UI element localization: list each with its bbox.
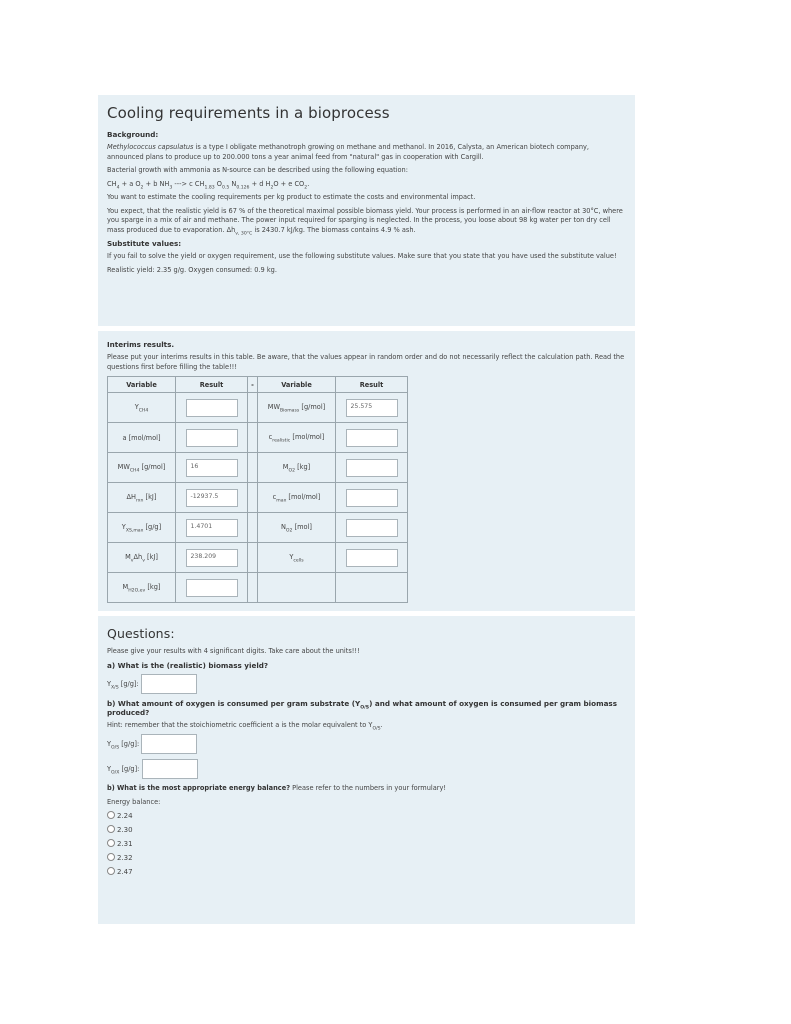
cmax-input[interactable]	[346, 489, 398, 507]
c-realistic-input[interactable]	[346, 429, 398, 447]
table-row	[108, 393, 408, 423]
var-a: a [mol/mol]	[108, 423, 176, 453]
yos-answer-input[interactable]	[141, 734, 197, 754]
dh-rxn-input[interactable]: -12937.5	[186, 489, 238, 507]
interims-panel	[98, 331, 635, 611]
question-b: b) What amount of oxygen is consumed per gram substrate $(Y_{O/S})$ and what amount of oxygen is consumed per gram biomass produced?	[107, 698, 617, 717]
header-separator: -	[248, 377, 258, 393]
yos-line: $Y_{O/S}$ [g/g]:	[107, 734, 626, 754]
var-mw-biomass: $MW_{Biomass}$ [g/mol]	[258, 393, 336, 423]
var-mw-ch4: $MW_{CH4}$ [g/mol]	[108, 453, 176, 483]
energy-label: Energy balance:	[107, 797, 161, 806]
background-panel	[98, 95, 635, 326]
radio-icon	[107, 853, 115, 861]
table-header-row	[108, 377, 408, 393]
mo2-input[interactable]	[346, 459, 398, 477]
var-dh-rxn: $\Delta H_{rxn}$ [kJ]	[108, 483, 176, 513]
no2-input[interactable]	[346, 519, 398, 537]
mw-biomass-input[interactable]: 25.575	[346, 399, 398, 417]
interims-paragraph: Please put your interims results in this table. Be aware, that the values appear in random order and do not necessarily reflect the calculation path. Read the questions first before filling the table!!!	[107, 353, 625, 371]
var-cmax: $c_{max}$ [mol/mol]	[258, 483, 336, 513]
radio-icon	[107, 839, 115, 847]
table-row	[108, 513, 408, 543]
questions-title: Questions:	[107, 626, 175, 641]
mv-dhv-input[interactable]: 238.209	[186, 549, 238, 567]
substitute-paragraph: If you fail to solve the yield or oxygen requirement, use the following substitute values. Make sure that you state that you have used the substitute value!	[107, 252, 617, 260]
expect-paragraph: You expect, that the realistic yield is 67 % of the theoretical maximal possible biomass yield. Your process is performed in an air-flow reactor at 30°C, where you sparge in a mix of air and methane. The power input required for sparging is neglected. In the process, you loose about 98 kg water per ton dry cell mass produced due to evaporation. $\Delta h_{v, 30^\circ C}$ is 2430.7 kJ/kg. The biomass contains 4.9 % ash.	[107, 206, 623, 236]
option-5[interactable]: 2.47	[107, 867, 626, 876]
ych4-input[interactable]	[186, 399, 238, 417]
a-input[interactable]	[186, 429, 238, 447]
table-row	[108, 453, 408, 483]
yox-answer-input[interactable]	[142, 759, 198, 779]
option-1[interactable]: 2.24	[107, 811, 626, 820]
page-title: Cooling requirements in a bioprocess	[107, 104, 390, 122]
yxs-max-input[interactable]: 1.4701	[186, 519, 238, 537]
var-mo2: $M_{O2}$ [kg]	[258, 453, 336, 483]
var-ych4: $Y_{CH4}$	[108, 393, 176, 423]
header-variable-2: Variable	[258, 377, 336, 393]
realistic-paragraph: Realistic yield: 2.35 g/g. Oxygen consumed: 0.9 kg.	[107, 265, 277, 274]
header-result-2: Result	[336, 377, 408, 393]
interims-table	[107, 376, 408, 603]
var-no2: $N_{O2}$ [mol]	[258, 513, 336, 543]
table-row	[108, 423, 408, 453]
estimate-paragraph: You want to estimate the cooling requirements per kg product to estimate the costs and environmental impact.	[107, 193, 476, 201]
var-yxs-max: $Y_{XS,max}$ [g/g]	[108, 513, 176, 543]
table-row	[108, 573, 408, 603]
header-result-1: Result	[176, 377, 248, 393]
option-4[interactable]: 2.32	[107, 853, 626, 862]
substitute-heading: Substitute values:	[107, 239, 182, 248]
growth-paragraph: Bacterial growth with ammonia as N-source can be described using the following equation:	[107, 166, 408, 174]
table-row	[108, 543, 408, 573]
radio-icon	[107, 811, 115, 819]
option-2[interactable]: 2.30	[107, 825, 626, 834]
var-mh2o-evap: $M_{H2O,ev}$ [kg]	[108, 573, 176, 603]
interims-heading: Interims results.	[107, 340, 175, 349]
questions-panel	[98, 616, 635, 924]
table-row	[108, 483, 408, 513]
questions-intro: Please give your results with 4 significant digits. Take care about the units!!!	[107, 647, 360, 655]
radio-icon	[107, 867, 115, 875]
header-variable-1: Variable	[108, 377, 176, 393]
mw-ch4-input[interactable]: 16	[186, 459, 238, 477]
radio-icon	[107, 825, 115, 833]
var-c-realistic: $c_{realistic}$ [mol/mol]	[258, 423, 336, 453]
organism-name: Methylococcus capsulatus	[107, 143, 194, 151]
yxs-line: $Y_{X/S}$ [g/g]:	[107, 674, 626, 694]
mh2o-input[interactable]	[186, 579, 238, 597]
ycells-input[interactable]	[346, 549, 398, 567]
hint-text: Hint: remember that the stoichiometric coefficient a is the molar equivalent to $Y_{O/S}$.	[107, 720, 383, 732]
var-ycells: $Y_{cells}$	[258, 543, 336, 573]
yox-line: $Y_{O/X}$ [g/g]:	[107, 759, 626, 779]
yxs-answer-input[interactable]	[141, 674, 197, 694]
reaction-equation: $CH_4 + a$ $O_2 + b$ $NH_3$ ---> c $CH_{1.83}$ $O_{0.5}$ $N_{0.126} + d$ $H_2O + e$ $CO_2$.	[107, 179, 310, 190]
background-heading: Background:	[107, 130, 159, 139]
question-a: a) What is the (realistic) biomass yield?	[107, 660, 269, 670]
option-3[interactable]: 2.31	[107, 839, 626, 848]
intro-paragraph: Methylococcus capsulatus is a type I obligate methanotroph growing on methane and methanol. In 2016, Calysta, an American biotech company, announced plans to produce up to 200.000 tons a year animal feed from "natural" gas in cooperation with Cargill.	[107, 143, 590, 161]
question-b2: b) What is the most appropriate energy balance? Please refer to the numbers in your formulary!	[107, 784, 447, 793]
var-mv-dhv: $M_v\Delta h_v$ [kJ]	[108, 543, 176, 573]
